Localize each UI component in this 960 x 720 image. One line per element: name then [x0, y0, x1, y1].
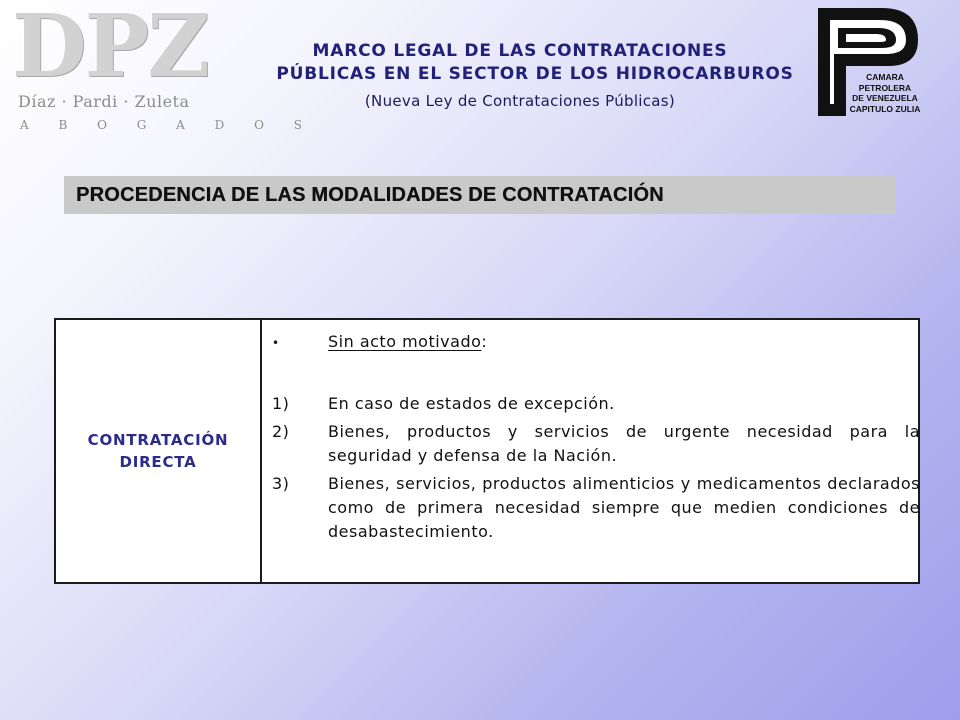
cpv-logo-line3: DE VENEZUELA [852, 93, 918, 103]
list-item-text: Bienes, servicios, productos alimenticios y medicamentos declarados como de primera necesidad siempre que medien condiciones de desabastecimiento. [328, 474, 920, 541]
numbered-list [272, 392, 920, 548]
cpv-logo-line1: CAMARA [866, 72, 904, 82]
cpv-logo-line2: PETROLERA [858, 82, 912, 93]
dpz-logo [10, 0, 315, 132]
bullet-heading [272, 332, 487, 351]
section-title: PROCEDENCIA DE LAS MODALIDADES DE CONTRATACIÓN [64, 176, 896, 214]
dpz-logo-subtitle: A B O G A D O S [20, 118, 315, 132]
bullet-heading-text: Sin acto motivado : [328, 332, 487, 351]
cpv-logo [812, 4, 922, 128]
dpz-logo-letters: DPZ [12, 0, 209, 97]
list-item [272, 392, 920, 416]
table-left-cell [56, 320, 262, 582]
bullet-icon: • [272, 335, 280, 350]
header-title-line1: MARCO LEGAL DE LAS CONTRATACIONES [312, 41, 728, 61]
list-item-number: 3) [272, 474, 290, 493]
table-right-cell [262, 320, 918, 582]
header [220, 40, 820, 110]
dpz-logo-names: Díaz · Pardi · Zuleta [18, 92, 190, 111]
list-item-text: En caso de estados de excepción. [328, 394, 615, 413]
list-item [272, 420, 920, 468]
list-item [272, 472, 920, 544]
list-item-number: 2) [272, 422, 290, 441]
modality-label: CONTRATACIÓN DIRECTA [87, 431, 229, 471]
header-title-line2: PÚBLICAS EN EL SECTOR DE LOS HIDROCARBUROS [276, 64, 794, 84]
contracting-table [54, 318, 920, 584]
list-item-number: 1) [272, 394, 290, 413]
list-item-text: Bienes, productos y servicios de urgente necesidad para la seguridad y defensa de la Nación. [328, 422, 920, 465]
header-subtitle: (Nueva Ley de Contrataciones Públicas) [364, 92, 676, 110]
cpv-logo-line4: CAPITULO ZULIA [849, 103, 921, 114]
cpv-logo-text [848, 72, 922, 114]
